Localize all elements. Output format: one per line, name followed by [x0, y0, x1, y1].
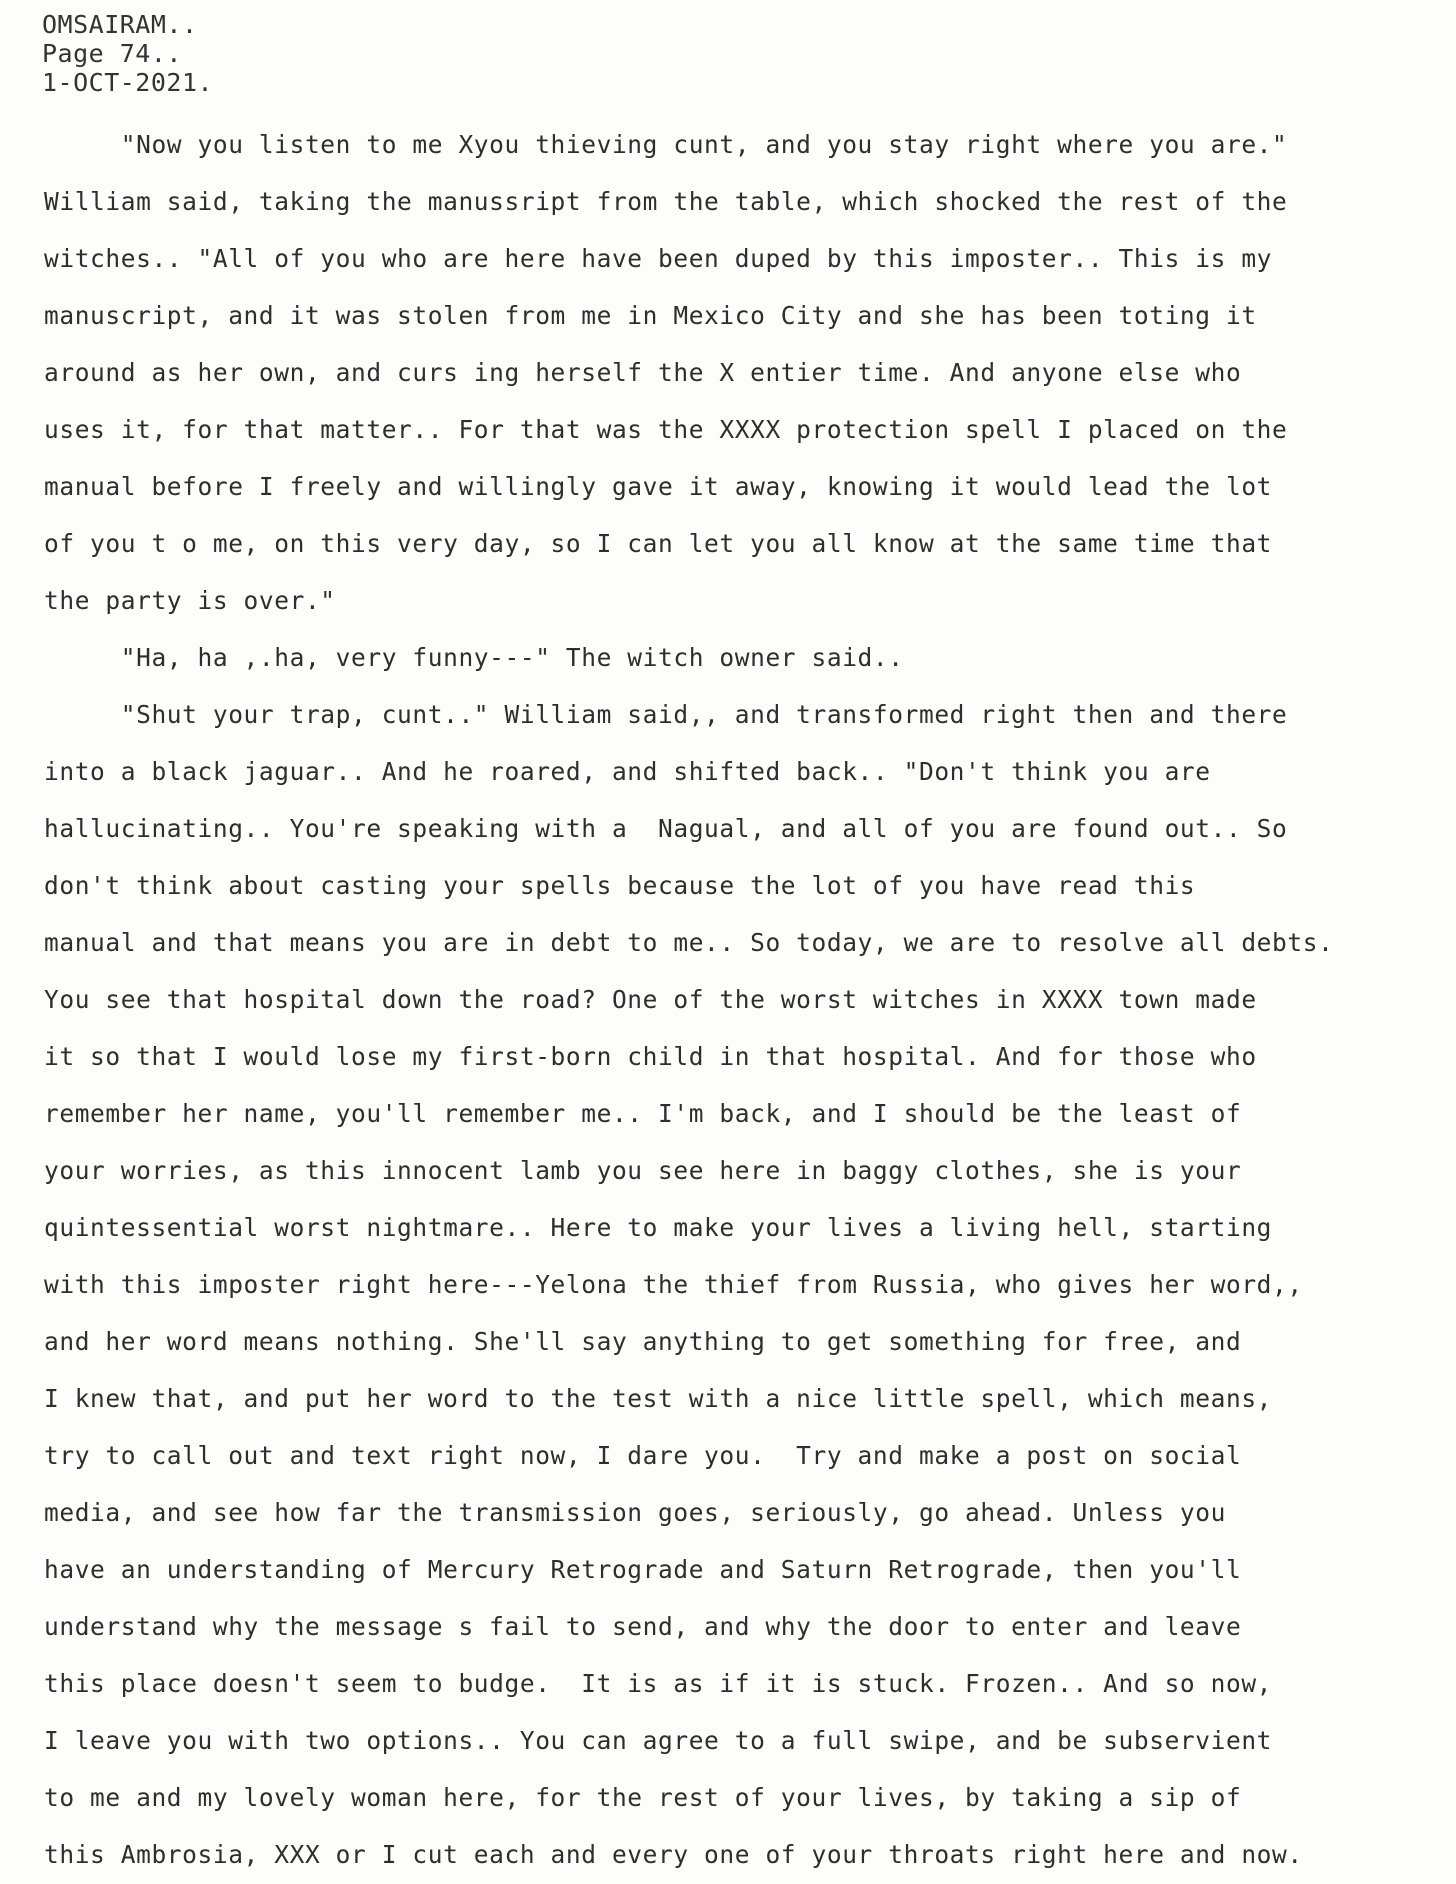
text-line: I knew that, and put her word to the test with a nice little spell, which means, [44, 1384, 1273, 1413]
text-line: try to call out and text right now, I dare you. Try and make a post on social [44, 1441, 1242, 1470]
header-page-number: Page 74.. [42, 39, 182, 68]
text-line: this Ambrosia, XXX or I cut each and every one of your throats right here and now. [44, 1840, 1303, 1869]
text-line: William said, taking the manussript from the table, which shocked the rest of the [44, 187, 1288, 216]
text-line: this place doesn't seem to budge. It is as if it is stuck. Frozen.. And so now, [44, 1669, 1273, 1698]
text-line: remember her name, you'll remember me.. I'm back, and I should be the least of [44, 1099, 1242, 1128]
text-line: of you t o me, on this very day, so I can let you all know at the same time that [44, 529, 1273, 558]
text-line: hallucinating.. You're speaking with a Nagual, and all of you are found out.. So [44, 814, 1288, 843]
text-line: to me and my lovely woman here, for the rest of your lives, by taking a sip of [44, 1783, 1242, 1812]
text-line: I leave you with two options.. You can agree to a full swipe, and be subservient [44, 1726, 1273, 1755]
text-line: the party is over." [44, 586, 336, 615]
text-line: with this imposter right here---Yelona the thief from Russia, who gives her word,, [44, 1270, 1303, 1299]
text-line: understand why the message s fail to send, and why the door to enter and leave [44, 1612, 1242, 1641]
text-line: uses it, for that matter.. For that was the XXXX protection spell I placed on the [44, 415, 1288, 444]
text-line: witches.. "All of you who are here have been duped by this imposter.. This is my [44, 244, 1273, 273]
text-line: "Shut your trap, cunt.." William said,, and transformed right then and there [44, 700, 1288, 729]
header-title: OMSAIRAM.. [42, 10, 198, 39]
text-line: media, and see how far the transmission goes, seriously, go ahead. Unless you [44, 1498, 1226, 1527]
text-line: around as her own, and curs ing herself the X entier time. And anyone else who [44, 358, 1242, 387]
text-line: into a black jaguar.. And he roared, and shifted back.. "Don't think you are [44, 757, 1211, 786]
text-line: quintessential worst nightmare.. Here to make your lives a living hell, starting [44, 1213, 1273, 1242]
text-line: "Now you listen to me Xyou thieving cunt, and you stay right where you are." [44, 130, 1288, 159]
text-line: and her word means nothing. She'll say anything to get something for free, and [44, 1327, 1242, 1356]
text-line: manuscript, and it was stolen from me in Mexico City and she has been toting it [44, 301, 1257, 330]
text-line: manual and that means you are in debt to me.. So today, we are to resolve all debts. [44, 928, 1334, 957]
text-line: have an understanding of Mercury Retrograde and Saturn Retrograde, then you'll [44, 1555, 1242, 1584]
text-line: "Ha, ha ,.ha, very funny---" The witch owner said.. [44, 643, 904, 672]
body-text [44, 116, 1444, 1883]
text-line: it so that I would lose my first-born child in that hospital. And for those who [44, 1042, 1257, 1071]
page-header [42, 10, 213, 97]
text-line: manual before I freely and willingly gave it away, knowing it would lead the lot [44, 472, 1273, 501]
text-line: You see that hospital down the road? One of the worst witches in XXXX town made [44, 985, 1257, 1014]
text-line: don't think about casting your spells because the lot of you have read this [44, 871, 1196, 900]
header-date: 1-OCT-2021. [42, 68, 214, 97]
text-line: your worries, as this innocent lamb you see here in baggy clothes, she is your [44, 1156, 1242, 1185]
